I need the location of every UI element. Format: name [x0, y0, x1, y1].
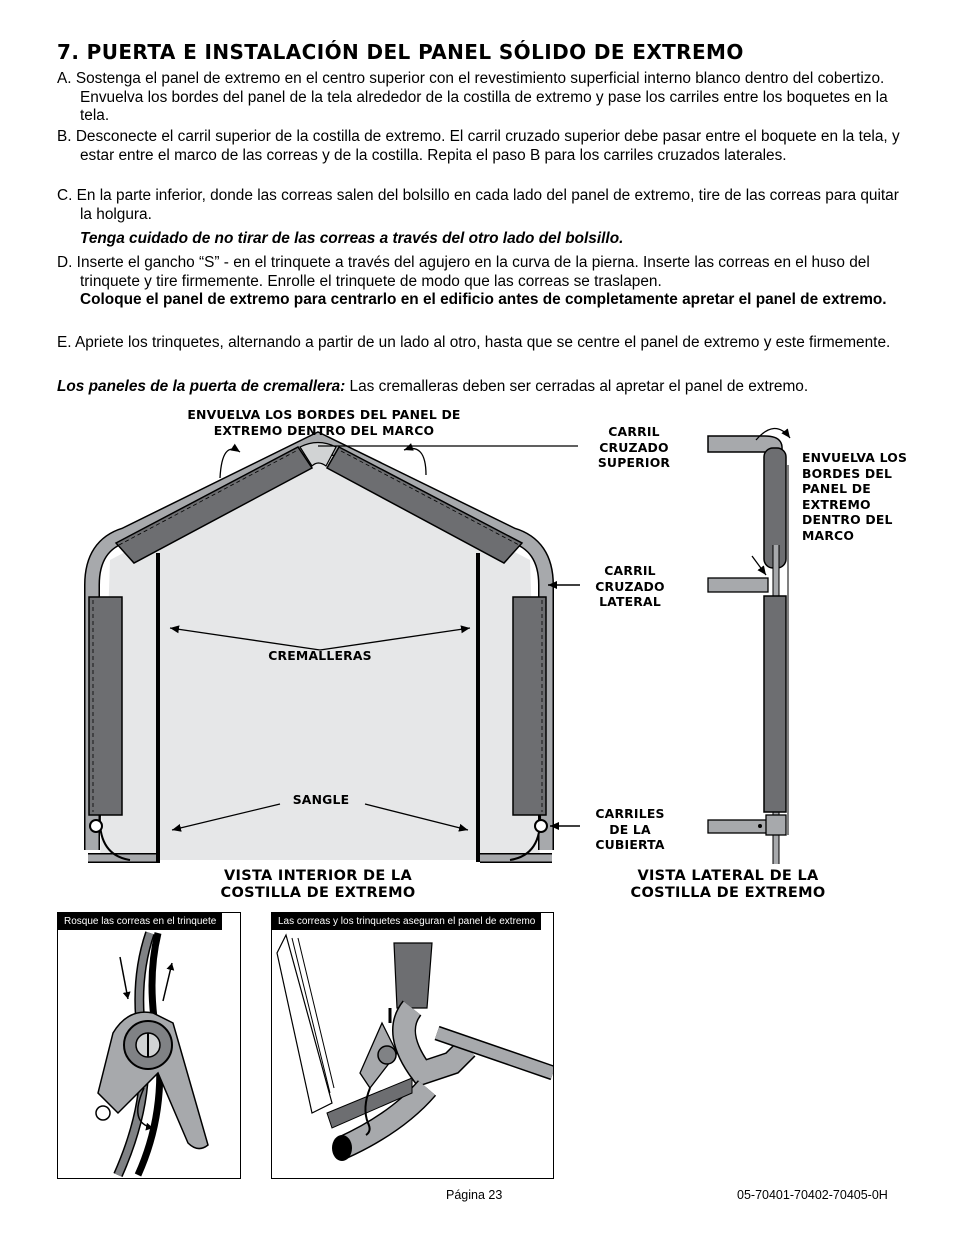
ratchet-secure-illustration — [272, 913, 553, 1178]
step-e-text: E. Apriete los trinquetes, alternando a partir de un lado al otro, hasta que se centre el panel de extremo y este firmemente. — [57, 334, 891, 351]
top-rail-label: CARRIL CRUZADO SUPERIOR — [597, 424, 671, 470]
section-heading: 7. PUERTA E INSTALACIÓN DEL PANEL SÓLIDO DE EXTREMO — [57, 40, 744, 64]
side-view-caption: VISTA LATERAL DE LA COSTILLA DE EXTREMO — [630, 868, 826, 901]
zipper-note-text: Las cremalleras deben ser cerradas al apretar el panel de extremo. — [345, 378, 809, 395]
step-c — [57, 187, 907, 224]
interior-view-caption: VISTA INTERIOR DE LA COSTILLA DE EXTREMO — [220, 868, 416, 901]
document-code: 05-70401-70402-70405-0H — [737, 1188, 888, 1202]
step-d-text: D. Inserte el gancho “S” - en el trinquete a través del agujero en la curva de la pierna. Inserte las correas en el huso del trinquete y tire firmemente. Enrolle el trinquete de modo que las correas se traslapen. — [57, 254, 870, 290]
ratchet-threading-inset — [57, 912, 241, 1179]
ratchet-secure-title: Las correas y los trinquetes aseguran el panel de extremo — [272, 913, 541, 930]
ratchet-illustration — [58, 913, 240, 1178]
step-d-bold-note: Coloque el panel de extremo para centrarlo en el edificio antes de completamente apretar el panel de extremo. — [80, 291, 887, 308]
strap-label: SANGLE — [292, 792, 350, 807]
base-rails-label: CARRILES DE LA CUBIERTA — [595, 806, 665, 852]
side-rail-label: CARRIL CRUZADO LATERAL — [595, 563, 665, 609]
zippers-label: CREMALLERAS — [268, 648, 372, 663]
zipper-note-label: Los paneles de la puerta de cremallera: — [57, 378, 346, 395]
step-b-text: B. Desconecte el carril superior de la costilla de extremo. El carril cruzado superior debe pasar entre el boquete en la tela, y estar entre el marco de las correas y de la costilla. Repita el paso B para los carriles cruzados laterales. — [57, 128, 900, 164]
step-c-text: C. En la parte inferior, donde las correas salen del bolsillo en cada lado del panel de extremo, tire de las correas para quitar la holgura. — [57, 187, 899, 223]
page-number: Página 23 — [446, 1188, 503, 1202]
ratchet-secure-inset — [271, 912, 554, 1179]
zipper-note — [57, 378, 907, 397]
step-a-text: A. Sostenga el panel de extremo en el centro superior con el revestimiento superficial interno blanco dentro del cobertizo. Envuelva los bordes del panel de la tela alrededor de la costilla de extremo y pase los carriles entre los boquetes en la tela. — [57, 70, 888, 124]
step-a — [57, 70, 907, 126]
step-c-warning: Tenga cuidado de no tirar de las correas a través del otro lado del bolsillo. — [80, 230, 624, 247]
step-e — [57, 334, 907, 353]
wrap-edges-label: ENVUELVA LOS BORDES DEL PANEL DE EXTREMO DENTRO DEL MARCO — [187, 407, 461, 438]
side-view-rib — [708, 428, 790, 864]
ratchet-threading-title: Rosque las correas en el trinquete — [58, 913, 222, 930]
step-d — [57, 254, 907, 310]
side-wrap-label: ENVUELVA LOS BORDES DEL PANEL DE EXTREMO DENTRO DEL MARCO — [802, 450, 908, 543]
wrap-arrow-right — [404, 448, 426, 475]
step-b — [57, 128, 907, 165]
